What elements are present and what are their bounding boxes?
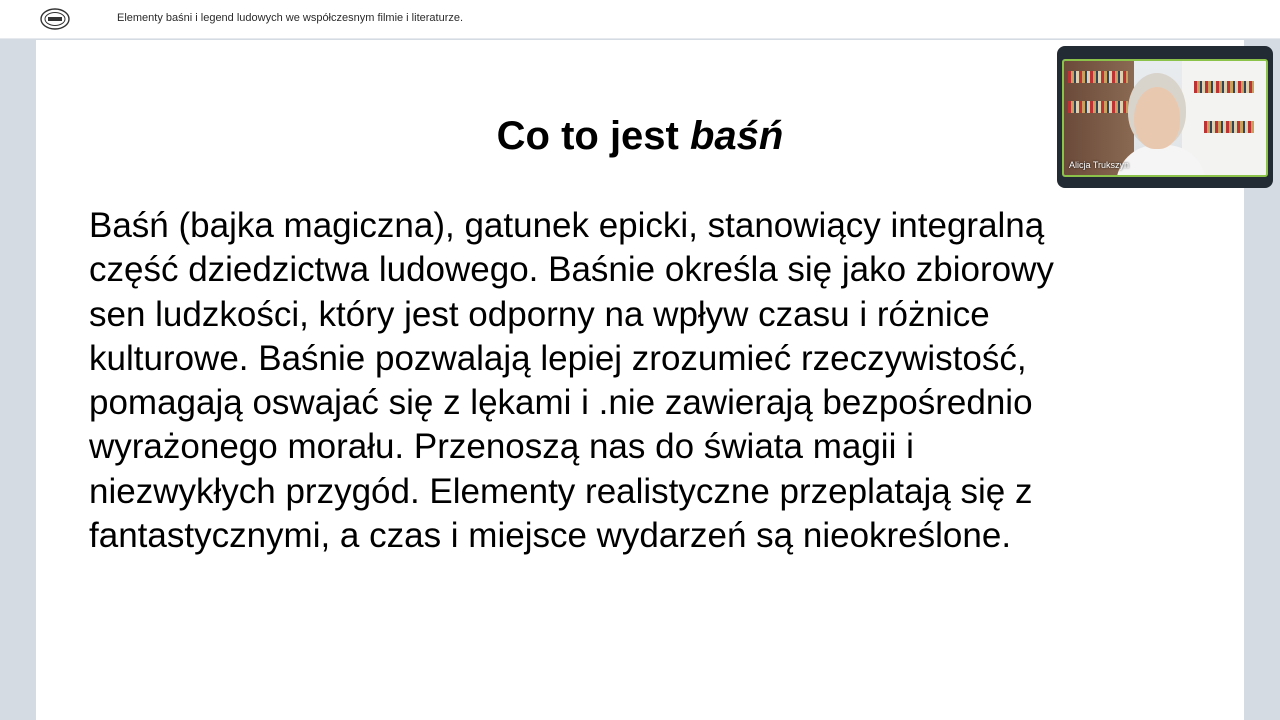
books-row (1068, 101, 1128, 113)
participant-name: Alicja Trukszyn (1069, 160, 1130, 170)
slide-title-italic: baśń (689, 114, 784, 158)
slide-body-line: pomagają oswajać się z lękami i .nie zawierają bezpośrednio (89, 383, 1033, 423)
slide-body-line: fantastycznymi, a czas i miejsce wydarzeń są nieokreślone. (89, 516, 1012, 556)
books-row (1204, 121, 1254, 133)
slide-title-plain: Co to jest (496, 114, 690, 158)
books-row (1068, 71, 1128, 83)
slide-body-line: kulturowe. Baśnie pozwalają lepiej zrozumieć rzeczywistość, (89, 338, 1027, 378)
meeting-title: Elementy baśni i legend ludowych we współczesnym filmie i literaturze. (117, 12, 464, 24)
books-row (1194, 81, 1254, 93)
slide-body-line: niezwykłych przygód. Elementy realistyczne przeplatają się z (89, 471, 1033, 511)
slide-body-line: sen ludzkości, który jest odporny na wpływ czasu i różnice (89, 294, 990, 334)
slide-body (89, 204, 1209, 558)
participant-face (1134, 87, 1180, 149)
institution-logo-icon (40, 8, 70, 30)
participant-video (1062, 59, 1268, 177)
slide-body-line: wyrażonego morału. Przenoszą nas do świata magii i (89, 427, 914, 467)
slide-body-line: część dziedzictwa ludowego. Baśnie określa się jako zbiorowy (89, 250, 1054, 290)
participant-video-tile[interactable] (1057, 46, 1273, 188)
slide-body-line: Baśń (bajka magiczna), gatunek epicki, stanowiący integralną (89, 206, 1045, 245)
top-bar (0, 0, 1280, 39)
